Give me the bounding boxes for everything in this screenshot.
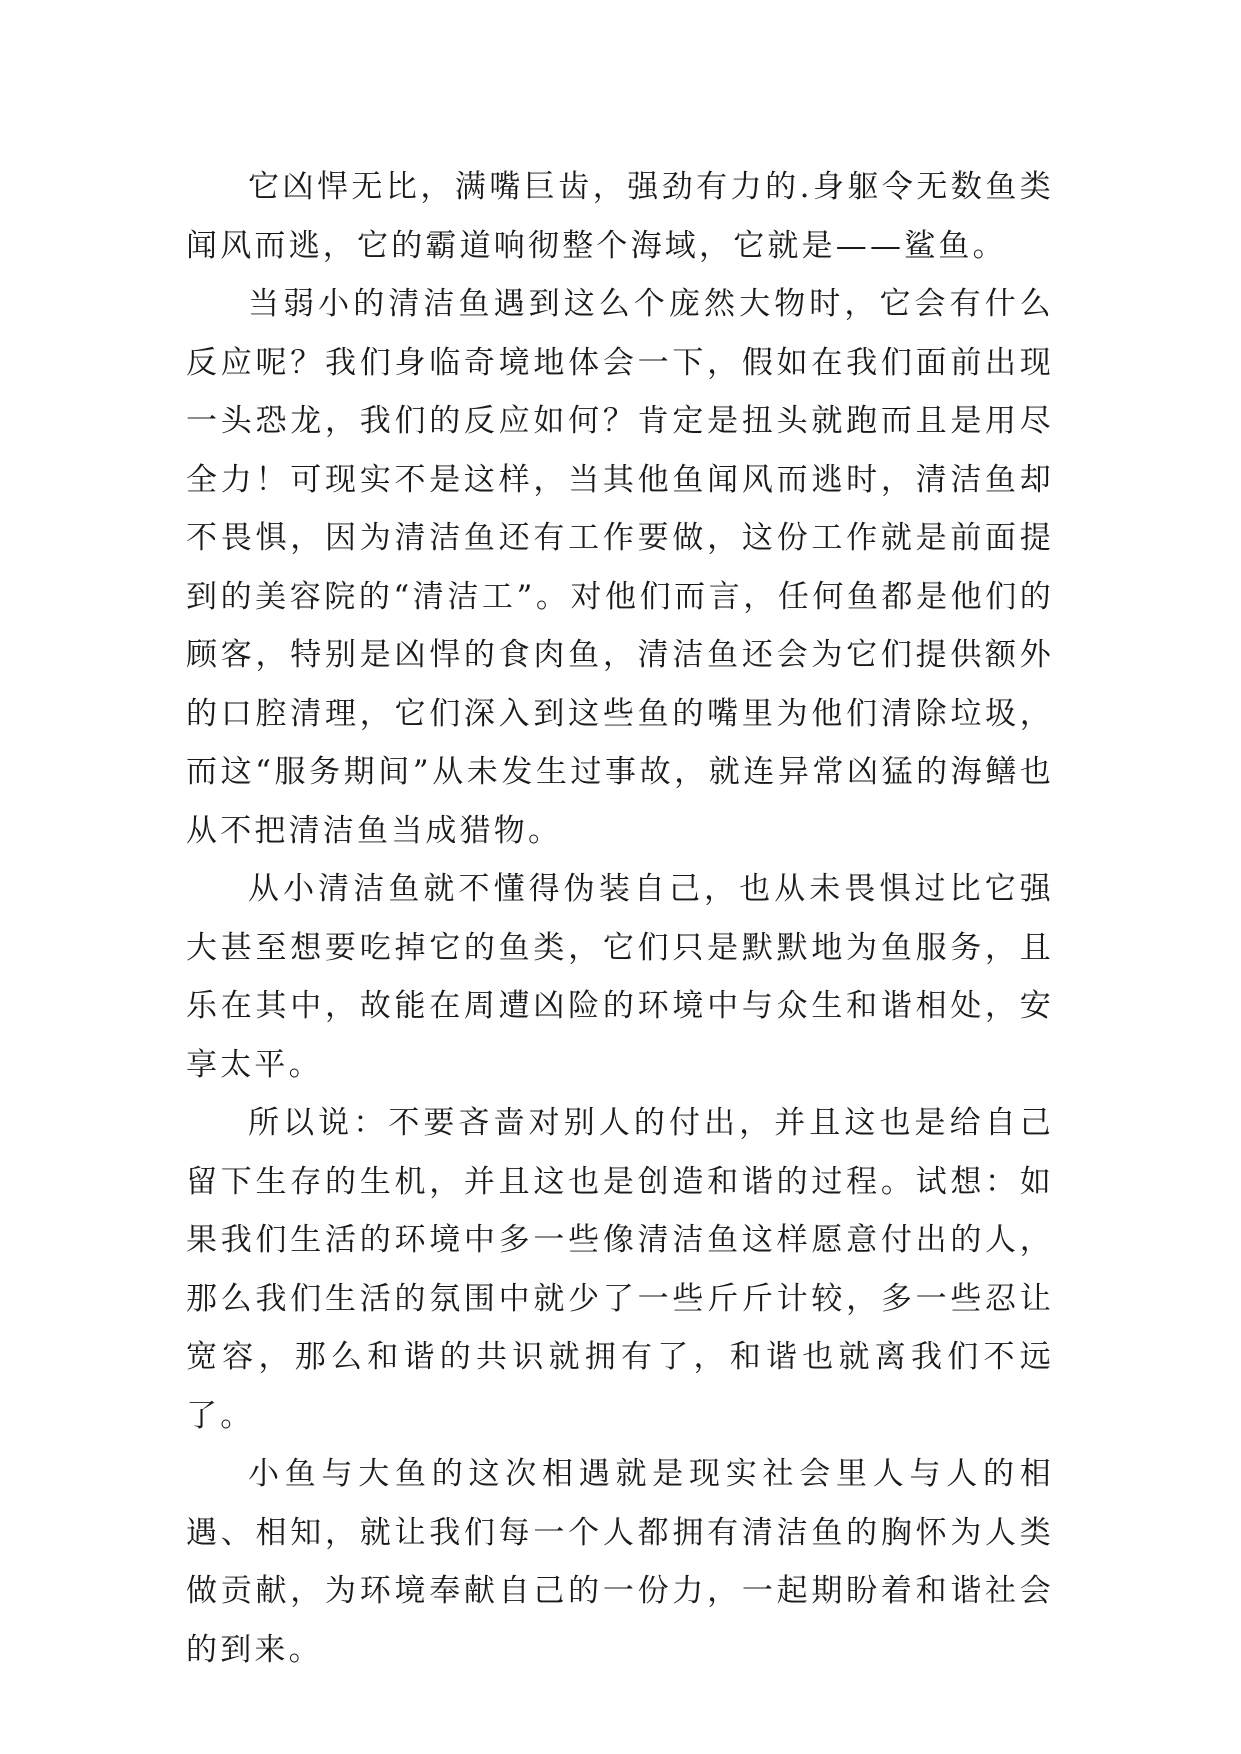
paragraph-lesson: 所以说：不要吝啬对别人的付出，并且这也是给自己留下生存的生机，并且这也是创造和谐的过程。试想：如果我们生活的环境中多一些像清洁鱼这样愿意付出的人，那么我们生活的氛围中就少了一些斤斤计较，多一些忍让宽容，那么和谐的共识就拥有了，和谐也就离我们不远了。 <box>186 1105 1054 1434</box>
paragraph-conclusion: 小鱼与大鱼的这次相遇就是现实社会里人与人的相遇、相知，就让我们每一个人都拥有清洁鱼的胸怀为人类做贡献，为环境奉献自己的一份力，一起期盼着和谐社会的到来。 <box>186 1456 1054 1668</box>
paragraph-cleaner-fish-nature: 从小清洁鱼就不懂得伪装自己，也从未畏惧过比它强大甚至想要吃掉它的鱼类，它们只是默默地为鱼服务，且乐在其中，故能在周遭凶险的环境中与众生和谐相处，安享太平。 <box>186 871 1054 1083</box>
paragraph-cleaner-fish-reaction: 当弱小的清洁鱼遇到这么个庞然大物时，它会有什么反应呢？我们身临奇境地体会一下，假如在我们面前出现一头恐龙，我们的反应如何？肯定是扭头就跑而且是用尽全力！可现实不是这样，当其他鱼闻风而逃时，清洁鱼却不畏惧，因为清洁鱼还有工作要做，这份工作就是前面提到的美容院的“清洁工”。对他们而言，任何鱼都是他们的顾客，特别是凶悍的食肉鱼，清洁鱼还会为它们提供额外的口腔清理，它们深入到这些鱼的嘴里为他们清除垃圾，而这“服务期间”从未发生过事故，就连异常凶猛的海鳝也从不把清洁鱼当成猎物。 <box>186 286 1054 849</box>
document-body <box>186 158 1054 1679</box>
paragraph-shark-intro: 它凶悍无比，满嘴巨齿，强劲有力的.身躯令无数鱼类闻风而逃，它的霸道响彻整个海域，它就是——鲨鱼。 <box>186 169 1054 264</box>
